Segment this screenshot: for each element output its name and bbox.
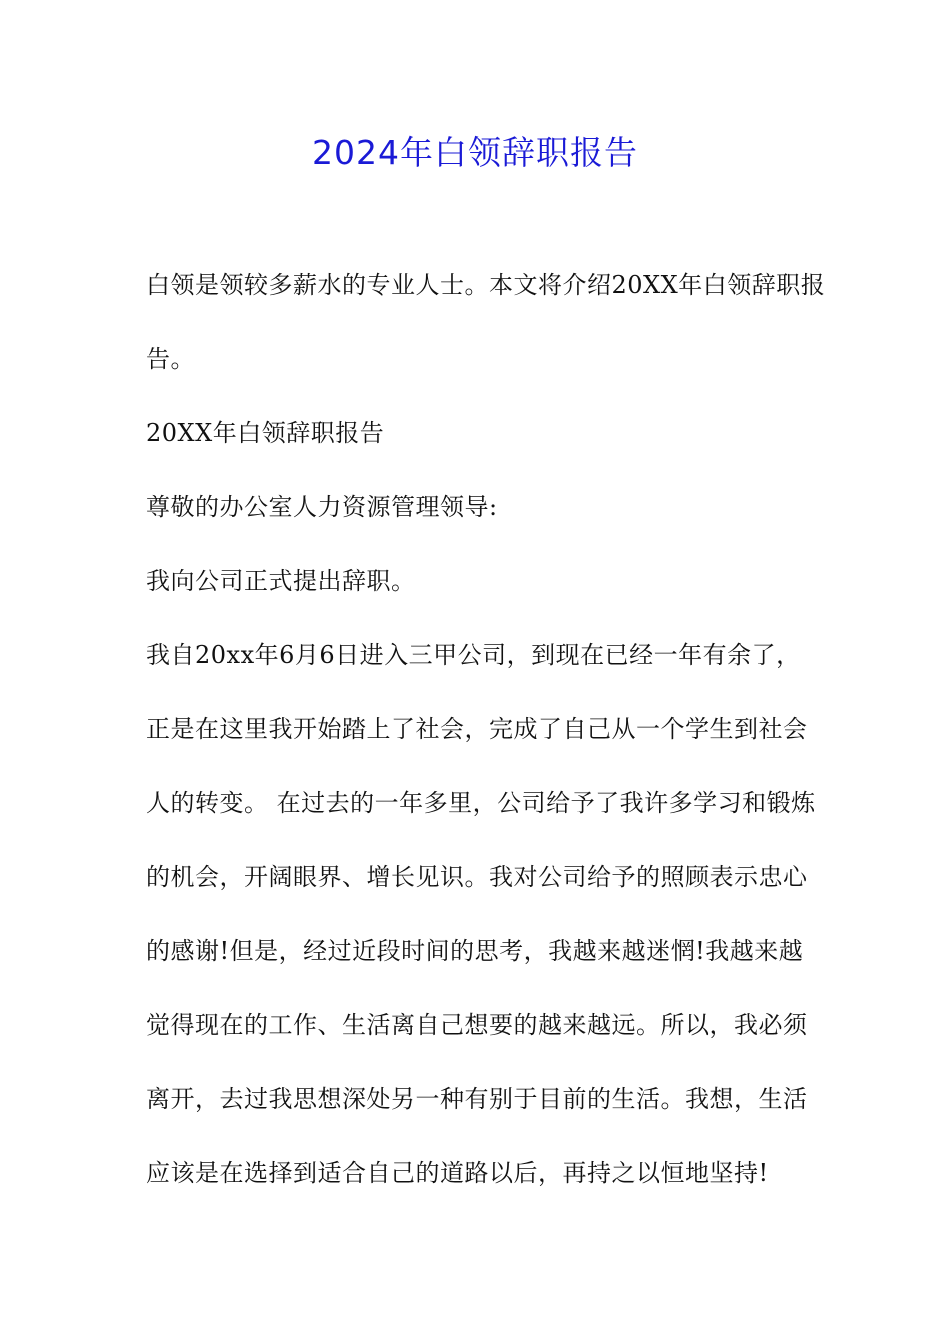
section-heading: 20XX年白领辞职报告	[146, 419, 385, 447]
salutation: 尊敬的办公室人力资源管理领导:	[146, 493, 498, 521]
body-line-11: 觉得现在的工作、生活离自己想要的越来越远。所以，我必须	[146, 1011, 808, 1039]
body-line-6: 我自20xx年6月6日进入三甲公司，到现在已经一年有余了，	[146, 641, 801, 669]
body-line-8: 人的转变。 在过去的一年多里，公司给予了我许多学习和锻炼	[146, 789, 816, 817]
document-body	[146, 248, 826, 1210]
body-line-7: 正是在这里我开始踏上了社会，完成了自己从一个学生到社会	[146, 715, 808, 743]
document-title: 2024年白领辞职报告	[312, 133, 638, 172]
body-line-10: 的感谢!但是，经过近段时间的思考，我越来越迷惘!我越来越	[146, 937, 804, 965]
body-line-1: 白领是领较多薪水的专业人士。本文将介绍20XX年白领辞职报	[146, 271, 826, 299]
body-line-13: 应该是在选择到适合自己的道路以后，再持之以恒地坚持!	[146, 1159, 769, 1187]
body-line-9: 的机会，开阔眼界、增长见识。我对公司给予的照顾表示忠心	[146, 863, 808, 891]
body-line-5: 我向公司正式提出辞职。	[146, 567, 416, 595]
body-line-12: 离开，去过我思想深处另一种有别于目前的生活。我想，生活	[146, 1085, 808, 1113]
body-line-2: 告。	[146, 345, 195, 373]
